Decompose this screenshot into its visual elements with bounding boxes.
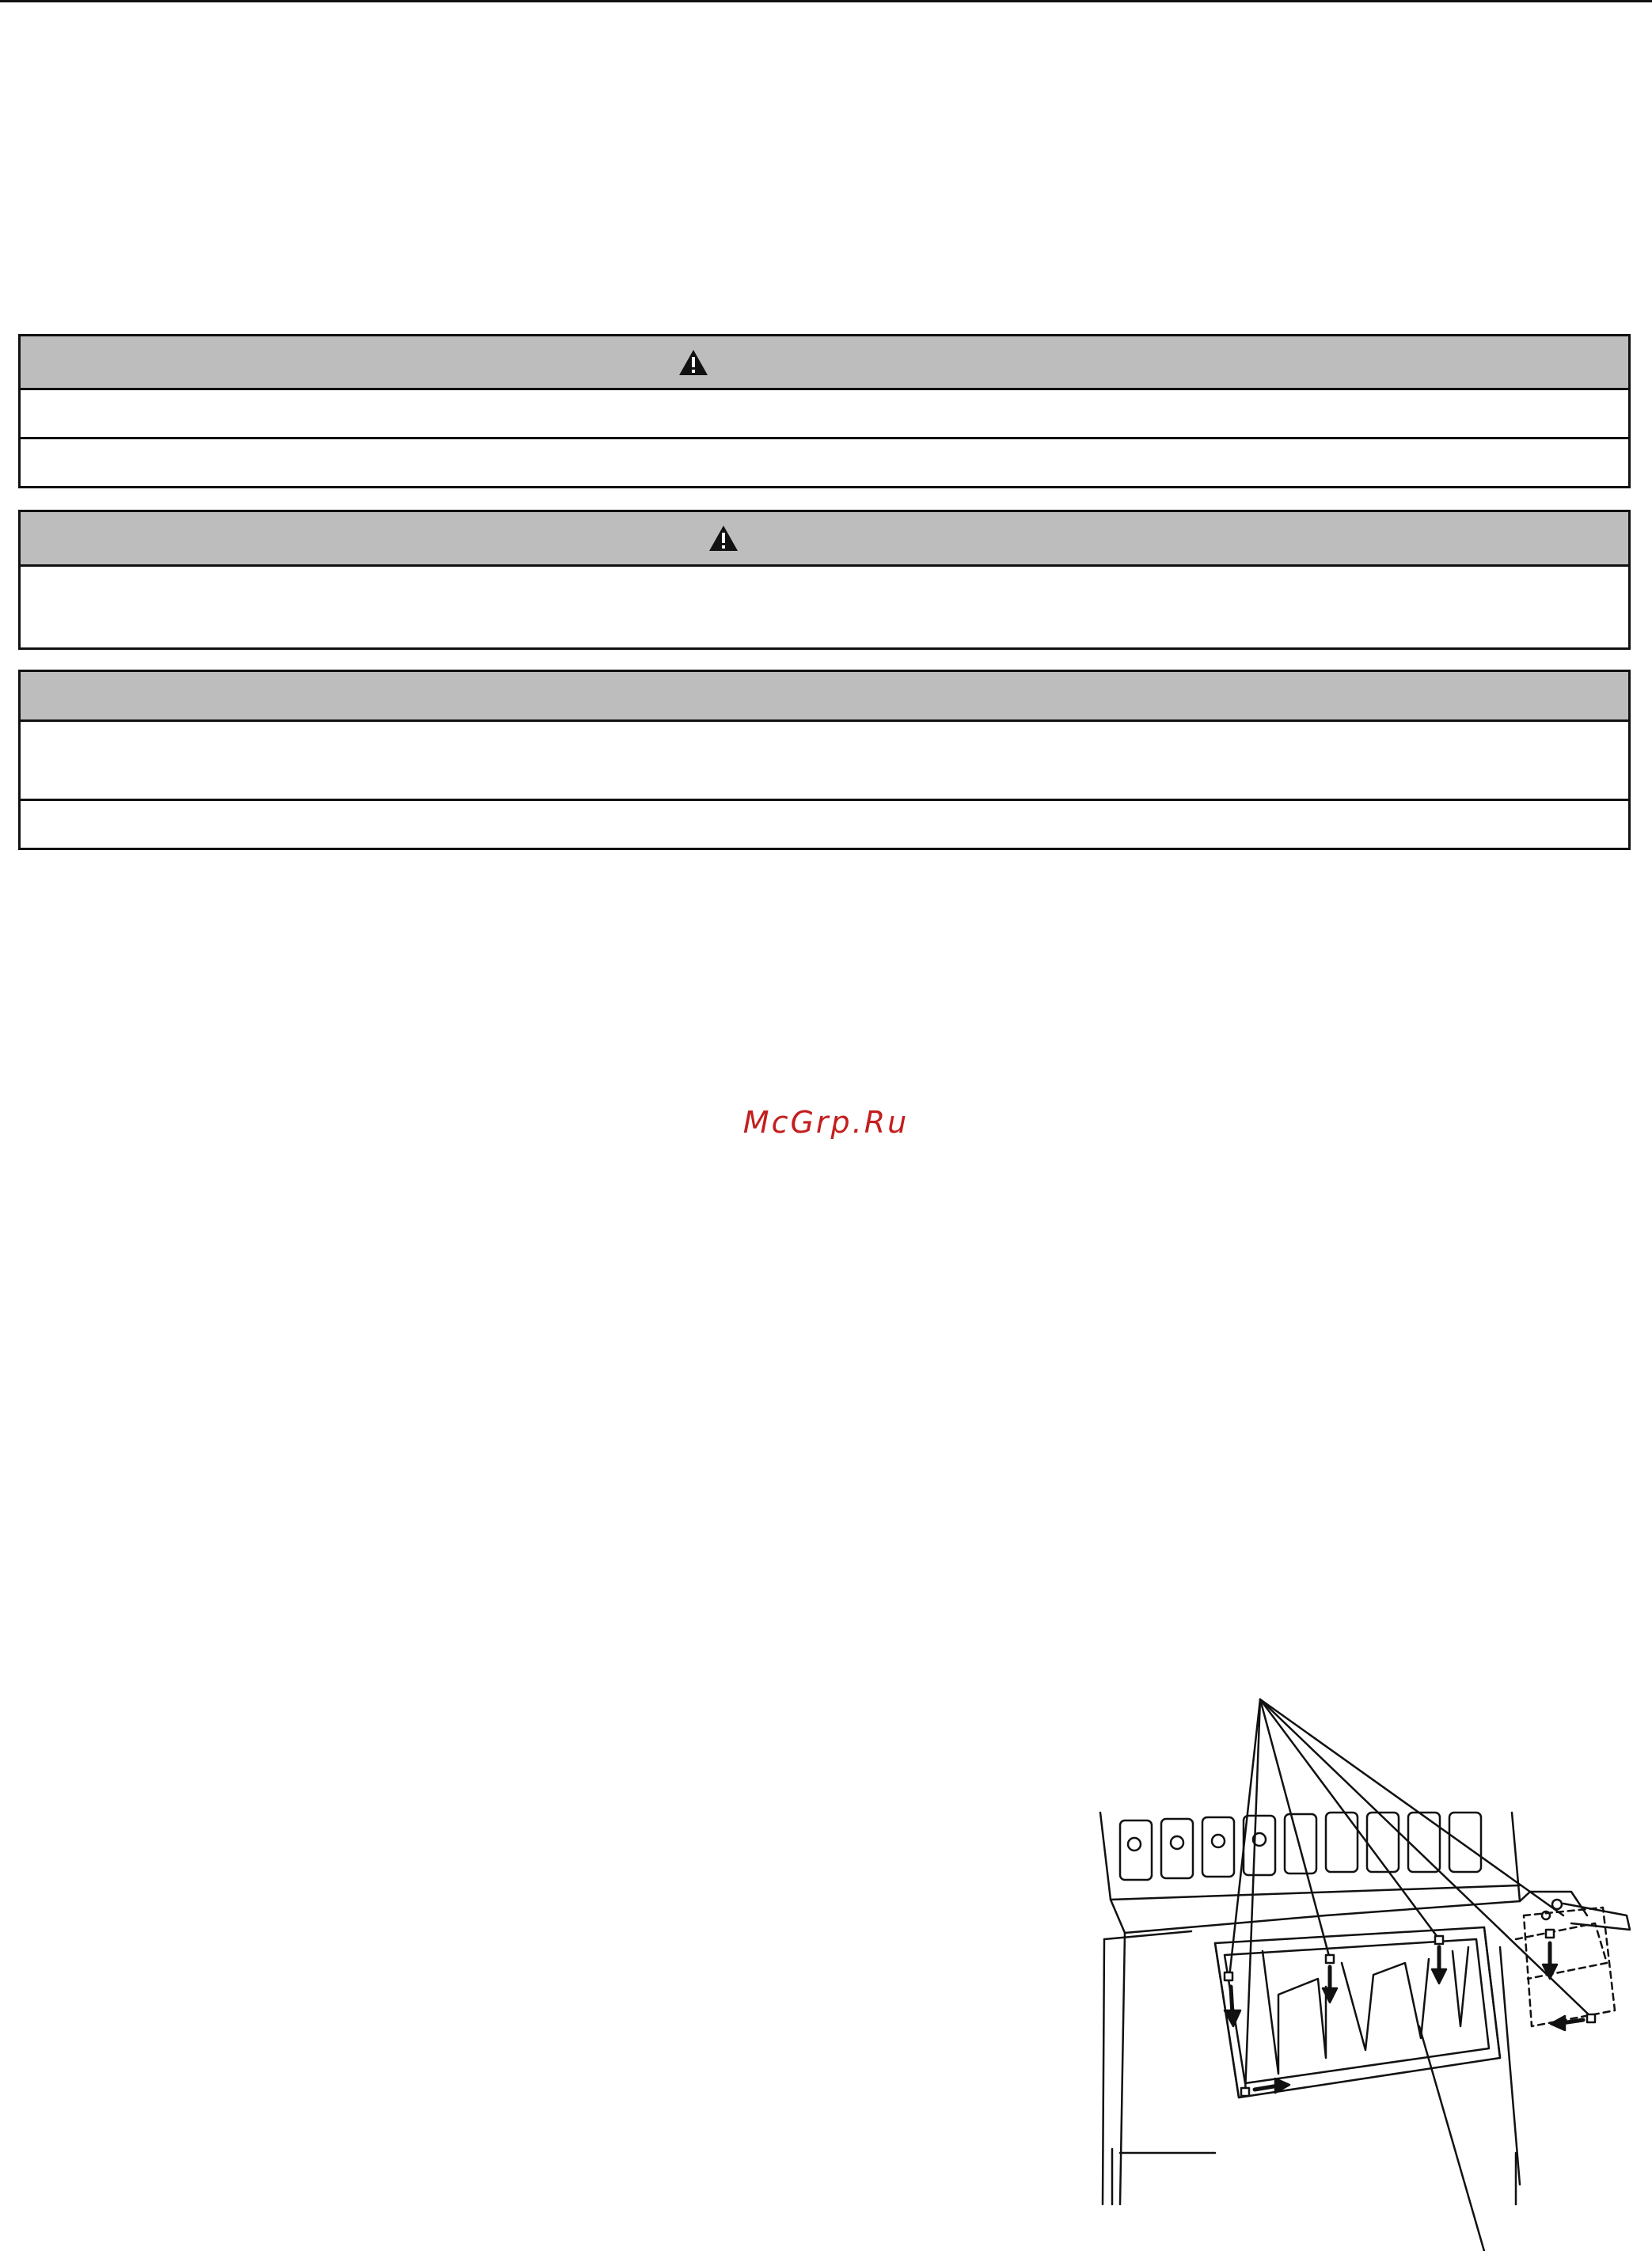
grease-tray-illustration	[1088, 1678, 1652, 2251]
warning-triangle-icon	[678, 348, 709, 377]
warning-box-1	[18, 334, 1631, 488]
notice-row	[21, 722, 1628, 801]
dashed-tray-outline	[1516, 1908, 1615, 2026]
grill-grates	[1100, 1813, 1520, 1933]
notice-row	[21, 801, 1628, 848]
warning-header-2	[21, 512, 1628, 567]
watermark-text: McGrp.Ru	[742, 1105, 910, 1140]
warning-row	[21, 390, 1628, 439]
top-rule	[0, 0, 1652, 2]
grease-tray	[1215, 1927, 1500, 2097]
warning-triangle-icon	[708, 524, 739, 552]
warning-header-1	[21, 336, 1628, 390]
warning-row	[21, 439, 1628, 486]
notice-box-3	[18, 670, 1631, 850]
leader-lines	[1229, 1699, 1593, 2251]
warning-row	[21, 567, 1628, 647]
warning-box-2	[18, 510, 1631, 650]
notice-header-3	[21, 672, 1628, 722]
